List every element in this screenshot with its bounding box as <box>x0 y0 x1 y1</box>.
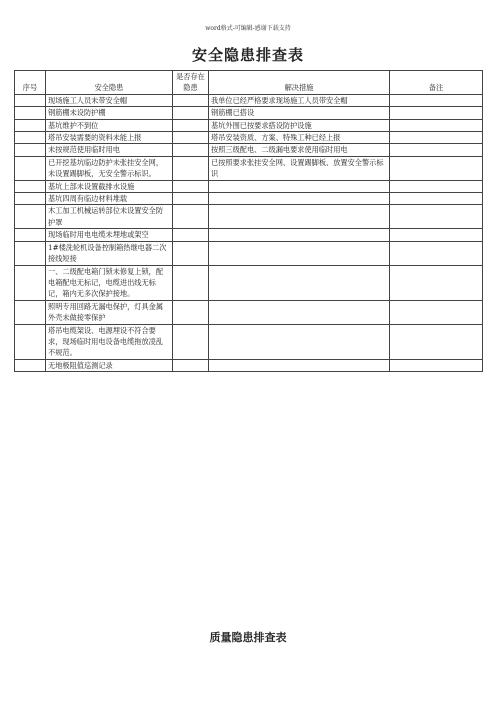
cell-measure: 塔吊安装资质、方案、特殊工种已经上报 <box>209 132 390 144</box>
cell-hazard: 照明专用回路无漏电保护，灯具金属外壳未做接零保护 <box>46 300 173 324</box>
cell-no <box>15 193 46 205</box>
quality-table-title: 质量隐患排查表 <box>209 631 287 644</box>
header-no: 序号 <box>15 71 46 95</box>
cell-measure <box>209 205 390 229</box>
cell-hazard: 无地极阻值巡测记录 <box>46 359 173 371</box>
table-row <box>15 324 483 359</box>
cell-measure <box>209 300 390 324</box>
cell-measure <box>209 180 390 192</box>
table-row <box>15 205 483 229</box>
cell-no <box>15 119 46 131</box>
cell-exists <box>173 324 209 359</box>
table-row <box>15 359 483 371</box>
cell-exists <box>173 300 209 324</box>
cell-measure <box>209 359 390 371</box>
cell-remark <box>390 94 483 106</box>
table-row <box>15 241 483 265</box>
cell-hazard: 基坑四周有临边材料堆载 <box>46 193 173 205</box>
cell-measure: 按照三级配电、二级漏电要求使用临时用电 <box>209 144 390 156</box>
cell-remark <box>390 119 483 131</box>
cell-measure <box>209 265 390 300</box>
cell-exists <box>173 359 209 371</box>
cell-exists <box>173 144 209 156</box>
table-row <box>15 119 483 131</box>
table-row <box>15 132 483 144</box>
table-row <box>15 265 483 300</box>
cell-measure <box>209 241 390 265</box>
cell-remark <box>390 229 483 241</box>
cell-no <box>15 180 46 192</box>
cell-remark <box>390 241 483 265</box>
cell-measure <box>209 324 390 359</box>
table-row <box>15 107 483 119</box>
cell-exists <box>173 119 209 131</box>
cell-no <box>15 265 46 300</box>
cell-measure: 基坑外围已按要求搭设防护设施 <box>209 119 390 131</box>
header-remark: 备注 <box>390 71 483 95</box>
table-row <box>15 229 483 241</box>
header-exists: 是否存在隐患 <box>173 71 209 95</box>
cell-exists <box>173 132 209 144</box>
cell-hazard: 1#楼洗轮机设备控制箱热继电器二次接线短接 <box>46 241 173 265</box>
cell-no <box>15 132 46 144</box>
cell-remark <box>390 265 483 300</box>
cell-remark <box>390 205 483 229</box>
cell-measure: 已按照要求张挂安全网、设置踢脚板、放置安全警示标识 <box>209 156 390 180</box>
cell-remark <box>390 144 483 156</box>
cell-remark <box>390 300 483 324</box>
cell-exists <box>173 94 209 106</box>
table-row <box>15 193 483 205</box>
cell-remark <box>390 132 483 144</box>
cell-no <box>15 359 46 371</box>
cell-hazard: 未按规范使用临时用电 <box>46 144 173 156</box>
cell-no <box>15 144 46 156</box>
cell-remark <box>390 107 483 119</box>
table-row <box>15 156 483 180</box>
cell-no <box>15 107 46 119</box>
cell-remark <box>390 193 483 205</box>
cell-measure <box>209 193 390 205</box>
header-note: word格式-可编辑-感谢下载支持 <box>205 25 291 32</box>
cell-remark <box>390 359 483 371</box>
cell-hazard: 塔吊电缆架设、电源埋设不符合要求，现场临时用电设备电缆拖放凌乱不规范。 <box>46 324 173 359</box>
cell-exists <box>173 265 209 300</box>
cell-remark <box>390 156 483 180</box>
cell-measure <box>209 229 390 241</box>
cell-hazard: 基坑上部未设置截排水设施 <box>46 180 173 192</box>
header-measure: 解决措施 <box>209 71 390 95</box>
cell-exists <box>173 193 209 205</box>
cell-hazard: 已开挖基坑临边防护未张挂安全网，未设置踢脚板，无安全警示标识。 <box>46 156 173 180</box>
cell-hazard: 现场临时用电电缆未埋地或架空 <box>46 229 173 241</box>
cell-exists <box>173 229 209 241</box>
cell-hazard: 钢筋棚未设防护棚 <box>46 107 173 119</box>
cell-exists <box>173 156 209 180</box>
cell-no <box>15 156 46 180</box>
cell-no <box>15 324 46 359</box>
table-row <box>15 144 483 156</box>
cell-exists <box>173 107 209 119</box>
cell-measure: 钢筋棚已搭设 <box>209 107 390 119</box>
document-title: 安全隐患排查表 <box>191 46 304 64</box>
header-hazard: 安全隐患 <box>46 71 173 95</box>
cell-no <box>15 300 46 324</box>
cell-exists <box>173 205 209 229</box>
hazard-table <box>14 70 483 372</box>
cell-no <box>15 241 46 265</box>
cell-no <box>15 229 46 241</box>
cell-hazard: 塔吊安装需要的资料未能上报 <box>46 132 173 144</box>
table-row <box>15 94 483 106</box>
cell-remark <box>390 180 483 192</box>
cell-no <box>15 205 46 229</box>
cell-hazard: 基坑维护不到位 <box>46 119 173 131</box>
cell-hazard: 木工加工机械运转部位未设置安全防护罩 <box>46 205 173 229</box>
table-row <box>15 180 483 192</box>
cell-measure: 我单位已经严格要求现场施工人员带安全帽 <box>209 94 390 106</box>
cell-hazard: 现场施工人员未带安全帽 <box>46 94 173 106</box>
cell-exists <box>173 241 209 265</box>
table-header-row <box>15 71 483 95</box>
cell-remark <box>390 324 483 359</box>
cell-hazard: 一、二级配电箱门锁未修复上锁，配电箱配电无标记，电缆进出线无标记，箱内无多次保护接地。 <box>46 265 173 300</box>
cell-exists <box>173 180 209 192</box>
cell-no <box>15 94 46 106</box>
table-row <box>15 300 483 324</box>
